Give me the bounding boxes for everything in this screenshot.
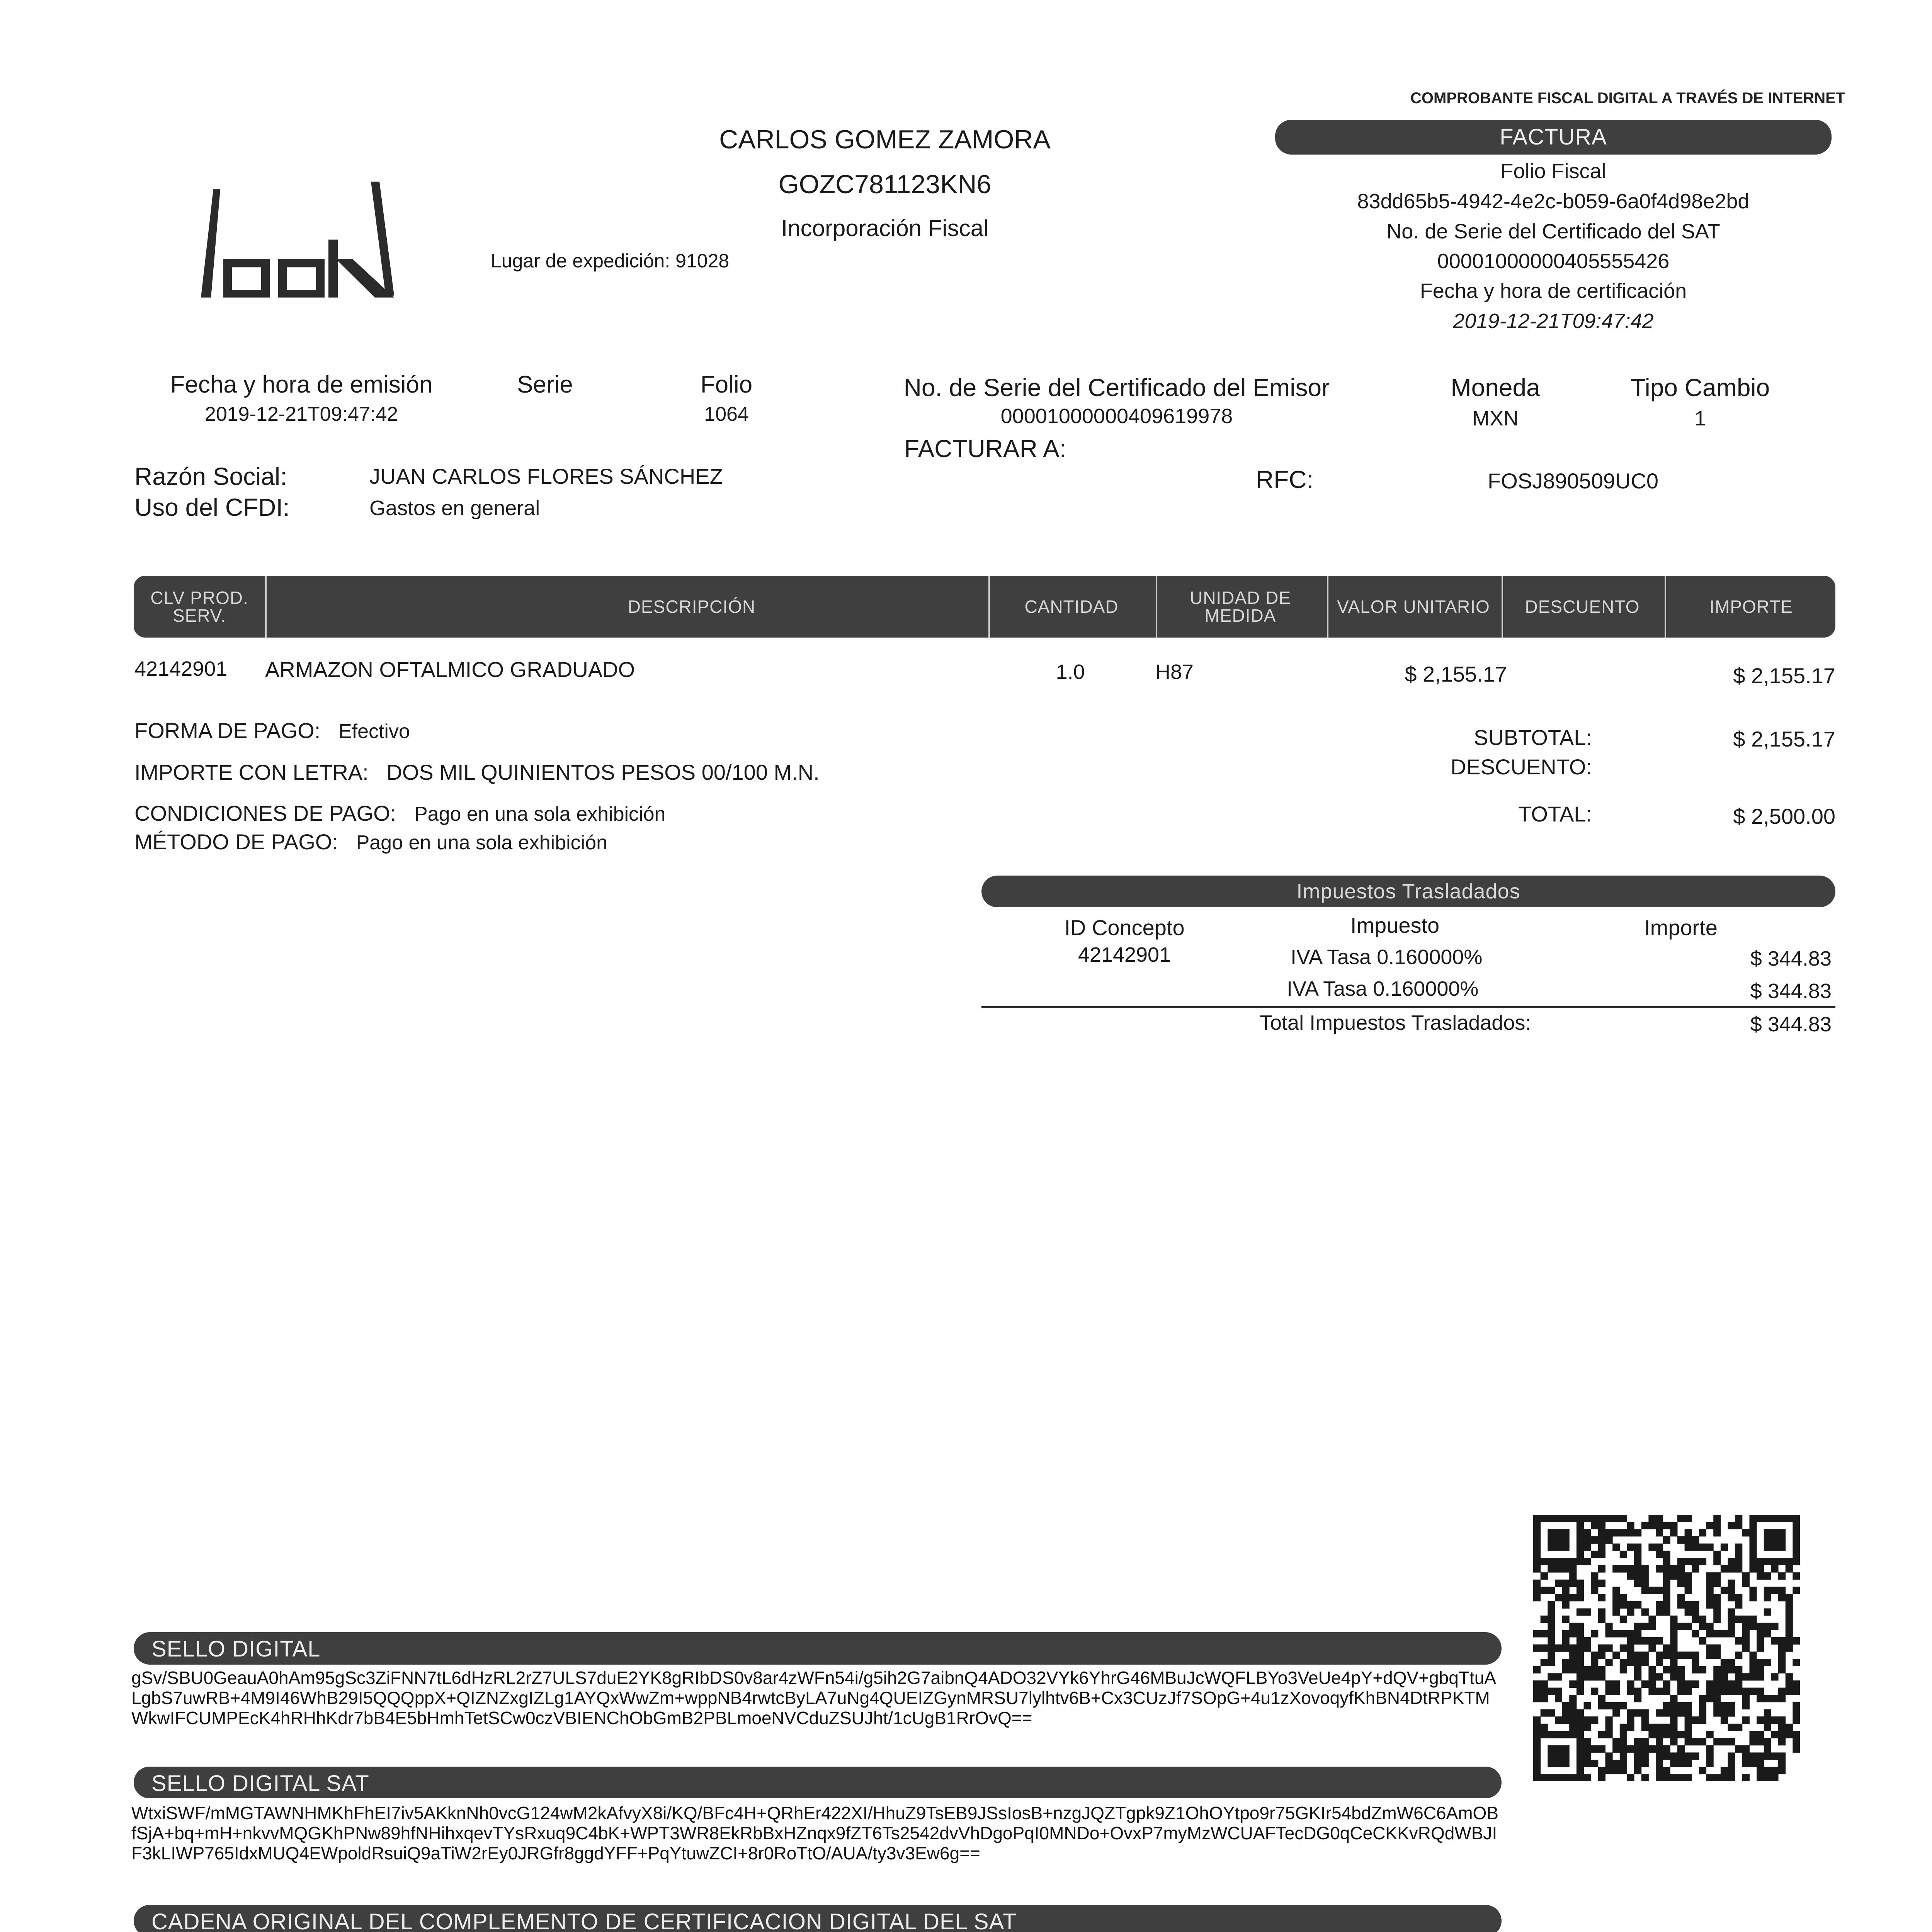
sat-cert-label: No. de Serie del Certificado del SAT: [1386, 220, 1720, 243]
item-importe: $ 2,155.17: [1733, 663, 1835, 688]
tax-regime: Incorporación Fiscal: [781, 215, 989, 241]
cert-datetime-label: Fecha y hora de certificación: [1420, 279, 1687, 303]
document-type-label: FACTURA: [1500, 124, 1607, 150]
folio-fiscal-value: 83dd65b5-4942-4e2c-b059-6a0f4d98e2bd: [1357, 190, 1750, 213]
tax-type: IVA: [1291, 946, 1322, 969]
emisor-cert-label: No. de Serie del Certificado del Emisor: [903, 374, 1330, 401]
item-cantidad: 1.0: [1056, 660, 1085, 684]
taxes-header-bar: [981, 876, 1835, 907]
item-descripcion: ARMAZON OFTALMICO GRADUADO: [265, 657, 635, 682]
col-header-importe: IMPORTE: [1665, 576, 1835, 638]
serie-label: Serie: [517, 371, 573, 398]
cadena-original-bar: [134, 1905, 1502, 1932]
receiver-rfc-value: FOSJ890509UC0: [1488, 469, 1659, 493]
place-label: Lugar de expedición:: [491, 250, 670, 272]
taxes-col-importe: Importe: [1644, 915, 1718, 940]
qr-code-icon: [1533, 1515, 1800, 1781]
taxes-title: Impuestos Trasladados: [1296, 880, 1520, 903]
bill-to-label: FACTURAR A:: [904, 435, 1066, 463]
sello-digital-title: SELLO DIGITAL: [151, 1636, 321, 1662]
item-valor: $ 2,155.17: [1405, 662, 1507, 686]
items-table-header: [134, 576, 1835, 638]
importe-letra: [134, 760, 820, 785]
forma-pago: [134, 718, 410, 743]
forma-pago-label: FORMA DE PAGO:: [134, 718, 321, 743]
tax-rate-label: Tasa: [1327, 946, 1371, 969]
tax-row-impuesto: [1291, 945, 1482, 969]
col-header-cantidad: CANTIDAD: [988, 576, 1153, 638]
condiciones-pago: [134, 801, 665, 826]
look-logo-icon: [201, 182, 437, 301]
importe-letra-value: DOS MIL QUINIENTOS PESOS 00/100 M.N.: [386, 760, 820, 784]
condiciones-value: Pago en una sola exhibición: [414, 803, 666, 825]
col-header-clave: CLV PROD. SERV.: [150, 588, 248, 626]
total-value: $ 2,500.00: [1733, 804, 1835, 828]
tax-row-importe: $ 344.83: [1750, 980, 1832, 1003]
sello-sat-text: WtxiSWF/mMGTAWNHMKhFhEI7iv5AKknNh0vcG124wM2kAfvyX8i/KQ/BFc4H+QRhEr422XI/HhuZ9TsEB9JSsIosB+nzgJQZTgpk9Z1OhOYtpo9r75GKIr54bdZmW6C6AmOBfSjA+bq+mH+nkvvMQGKhPNw89hfNHihxqevTYsRxuq9C4bK+WPT3WR8EkRbBxHZnqx9fZT6Ts2542dvVhDgoPqI0MNDo+OvxP7myMzWCUAFTecDG0qCeCKKvRQdWBJIF3kLIWP765IdxMUQ4EWpoldRsuiQ9aTiW2rEy0JRGfr8ggdYFF+PqYtuwZCI+8r0RoTtO/AUA/ty3v3Ew6g==: [131, 1803, 1499, 1863]
issuer-rfc: GOZC781123KN6: [778, 170, 992, 199]
tax-row-impuesto: [1287, 977, 1478, 1001]
metodo-label: MÉTODO DE PAGO:: [134, 830, 338, 854]
razon-social-value: JUAN CARLOS FLORES SÁNCHEZ: [369, 464, 723, 488]
taxes-total-label: Total Impuestos Trasladados:: [1260, 1011, 1531, 1034]
tax-type: IVA: [1287, 977, 1318, 1000]
cert-datetime-value: 2019-12-21T09:47:42: [1453, 310, 1654, 333]
tipo-cambio-value: 1: [1694, 407, 1706, 430]
metodo-pago: [134, 829, 607, 854]
cadena-original-title: CADENA ORIGINAL DEL COMPLEMENTO DE CERTIFICACION DIGITAL DEL SAT: [151, 1909, 1017, 1932]
receiver-rfc-label: RFC:: [1256, 466, 1314, 493]
place-value: 91028: [675, 250, 730, 272]
sat-cert-value: 00001000000405555426: [1437, 250, 1670, 273]
total-label: TOTAL:: [1518, 802, 1592, 826]
folio-label: Folio: [700, 371, 753, 398]
document-type-bar: [1275, 120, 1832, 155]
tax-rate: 0.160000%: [1377, 946, 1483, 969]
item-clave: 42142901: [134, 657, 228, 680]
emission-datetime-value: 2019-12-21T09:47:42: [204, 403, 398, 425]
moneda-label: Moneda: [1451, 374, 1540, 401]
col-header-unidad: UNIDAD DE MEDIDA: [1156, 576, 1323, 638]
tax-row-id: 42142901: [1078, 943, 1171, 966]
taxes-col-id: ID Concepto: [1064, 915, 1185, 940]
descuento-label: DESCUENTO:: [1450, 755, 1592, 779]
company-logo: [201, 182, 437, 301]
taxes-col-impuesto: Impuesto: [1350, 913, 1440, 937]
qr-code-graphic: [1533, 1515, 1800, 1781]
tax-rate: 0.160000%: [1373, 977, 1479, 1000]
issuer-name: CARLOS GOMEZ ZAMORA: [719, 125, 1051, 154]
emisor-cert-value: 00001000000409619978: [1000, 405, 1233, 428]
tax-row-importe: $ 344.83: [1750, 947, 1832, 970]
forma-pago-value: Efectivo: [338, 720, 410, 743]
cfdi-caption: COMPROBANTE FISCAL DIGITAL A TRAVÉS DE INTERNET: [1410, 90, 1845, 107]
sello-sat-bar: [134, 1767, 1502, 1798]
razon-social-label: Razón Social:: [134, 463, 287, 490]
col-header-valor: VALOR UNITARIO: [1327, 576, 1498, 638]
col-header-descripcion: DESCRIPCIÓN: [265, 576, 1117, 638]
importe-letra-label: IMPORTE CON LETRA:: [134, 760, 369, 784]
taxes-total-divider: [981, 1006, 1835, 1008]
item-unidad: H87: [1155, 660, 1194, 684]
sello-digital-bar: [134, 1632, 1502, 1665]
folio-fiscal-label: Folio Fiscal: [1500, 160, 1606, 183]
taxes-total-value: $ 344.83: [1750, 1013, 1832, 1036]
col-header-descuento: DESCUENTO: [1502, 576, 1662, 638]
tipo-cambio-label: Tipo Cambio: [1630, 374, 1770, 401]
uso-cfdi-label: Uso del CFDI:: [134, 493, 290, 521]
sello-digital-text: gSv/SBU0GeauA0hAm95gSc3ZiFNN7tL6dHzRL2rZ7ULS7duE2YK8gRIbDS0v8ar4zWFn54i/g5ih2G7aibnQ4ADO32VYk6YhrG46MBuJcWQFLBYo3VeUe4pY+dQV+gbqTtuALgbS7uwRB+4M9I46WhB29I5QQQppX+QIZNZxgIZLg1AYQxWwZm+wppNB4rwtcByLA7uNg4QUEIZGynMRSU7lylhtv6B+Cx3CUzJf7SOpG+4u1zXovoqyfKhBN4DtRPKTMWkwIFCUMPEcK4hRHhKdr7bB4E5bHmhTetSCw0czVBIENChObGmB2PBLmoeNVCduZSUJht/1cUgB1RrOvQ==: [131, 1668, 1496, 1728]
sello-sat-title: SELLO DIGITAL SAT: [151, 1771, 369, 1796]
subtotal-label: SUBTOTAL:: [1473, 725, 1592, 750]
uso-cfdi-value: Gastos en general: [369, 497, 540, 520]
subtotal-value: $ 2,155.17: [1733, 727, 1835, 751]
moneda-value: MXN: [1472, 407, 1519, 430]
tax-rate-label: Tasa: [1323, 977, 1367, 1000]
place-of-issue: [491, 250, 729, 272]
metodo-value: Pago en una sola exhibición: [356, 832, 608, 854]
condiciones-label: CONDICIONES DE PAGO:: [134, 801, 396, 825]
emission-datetime-label: Fecha y hora de emisión: [170, 371, 433, 398]
folio-value: 1064: [704, 403, 749, 425]
